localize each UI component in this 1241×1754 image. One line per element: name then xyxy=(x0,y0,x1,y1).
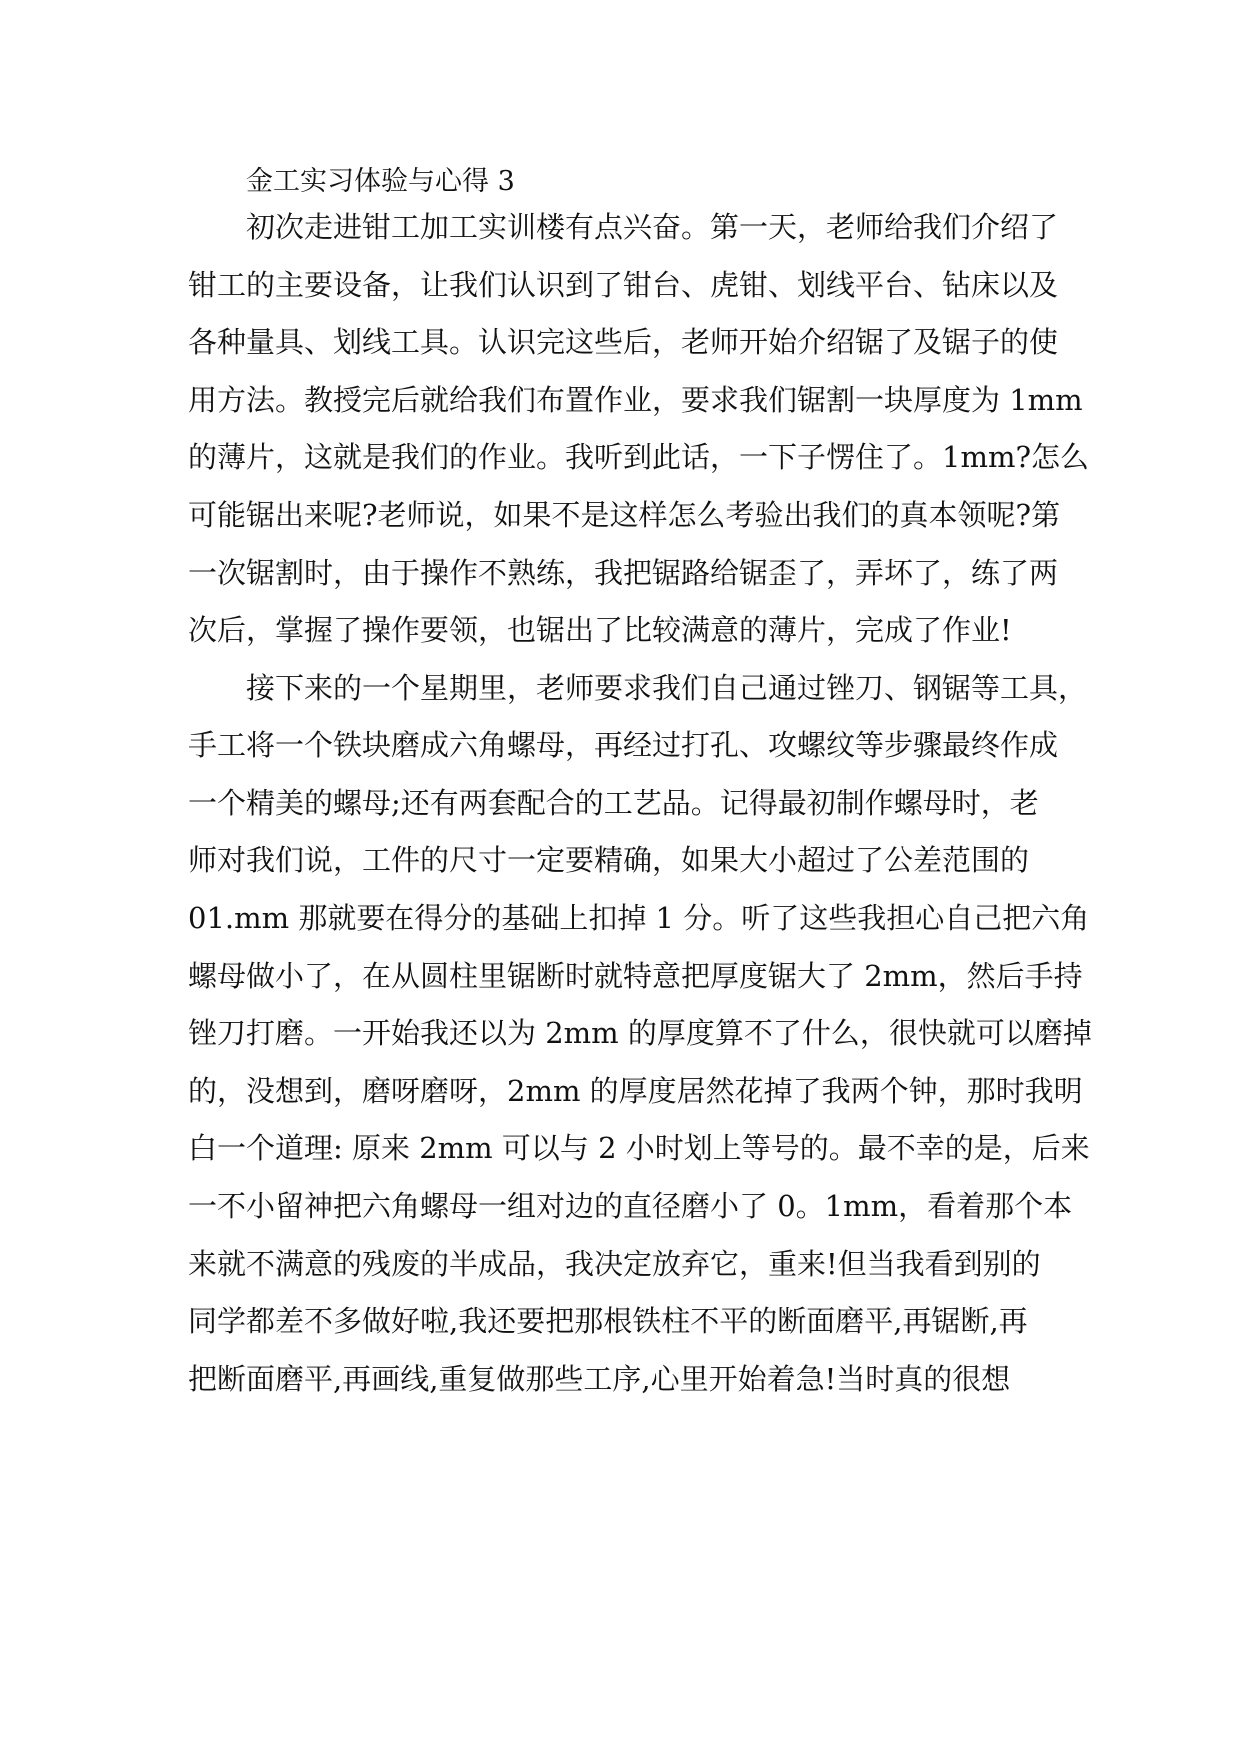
paragraph-2-line-10: 一不小留神把六角螺母一组对边的直径磨小了 0。1mm，看着那个本 xyxy=(188,1189,1073,1223)
paragraph-2-line-2: 手工将一个铁块磨成六角螺母，再经过打孔、攻螺纹等步骤最终作成 xyxy=(188,728,1059,762)
paragraph-2-line-13: 把断面磨平,再画线,重复做那些工序,心里开始着急!当时真的很想 xyxy=(188,1362,1011,1396)
document-title: 金工实习体验与心得 3 xyxy=(246,166,515,197)
paragraph-1-line-3: 各种量具、划线工具。认识完这些后，老师开始介绍锯了及锯子的使 xyxy=(188,325,1059,359)
paragraph-2-line-1: 接下来的一个星期里，老师要求我们自己通过锉刀、钢锯等工具， xyxy=(246,671,1088,705)
paragraph-2-line-7: 锉刀打磨。一开始我还以为 2mm 的厚度算不了什么，很快就可以磨掉 xyxy=(188,1016,1092,1050)
paragraph-2-line-11: 来就不满意的残废的半成品，我决定放弃它，重来!但当我看到别的 xyxy=(188,1247,1041,1281)
paragraph-1-line-7: 一次锯割时，由于操作不熟练，我把锯路给锯歪了，弄坏了，练了两 xyxy=(188,556,1059,590)
paragraph-1-line-8: 次后，掌握了操作要领，也锯出了比较满意的薄片，完成了作业! xyxy=(188,613,1012,647)
paragraph-2-line-8: 的，没想到，磨呀磨呀，2mm 的厚度居然花掉了我两个钟，那时我明 xyxy=(188,1074,1083,1108)
paragraph-1-line-4: 用方法。教授完后就给我们布置作业，要求我们锯割一块厚度为 1mm xyxy=(188,383,1083,417)
paragraph-1-line-1: 初次走进钳工加工实训楼有点兴奋。第一天，老师给我们介绍了 xyxy=(246,210,1059,244)
paragraph-2-line-9: 白一个道理: 原来 2mm 可以与 2 小时划上等号的。最不幸的是，后来 xyxy=(188,1131,1090,1165)
paragraph-2-line-6: 螺母做小了，在从圆柱里锯断时就特意把厚度锯大了 2mm，然后手持 xyxy=(188,959,1083,993)
paragraph-2-line-3: 一个精美的螺母;还有两套配合的工艺品。记得最初制作螺母时，老 xyxy=(188,786,1039,820)
paragraph-2-line-5: 01.mm 那就要在得分的基础上扣掉 1 分。听了这些我担心自己把六角 xyxy=(188,901,1090,935)
paragraph-1-line-2: 钳工的主要设备，让我们认识到了钳台、虎钳、划线平台、钻床以及 xyxy=(188,268,1059,302)
paragraph-1-line-6: 可能锯出来呢?老师说，如果不是这样怎么考验出我们的真本领呢?第 xyxy=(188,498,1061,532)
paragraph-2-line-4: 师对我们说，工件的尺寸一定要精确，如果大小超过了公差范围的 xyxy=(188,843,1030,877)
paragraph-2-line-12: 同学都差不多做好啦,我还要把那根铁柱不平的断面磨平,再锯断,再 xyxy=(188,1304,1028,1338)
paragraph-1-line-5: 的薄片，这就是我们的作业。我听到此话，一下子愣住了。1mm?怎么 xyxy=(188,440,1089,474)
